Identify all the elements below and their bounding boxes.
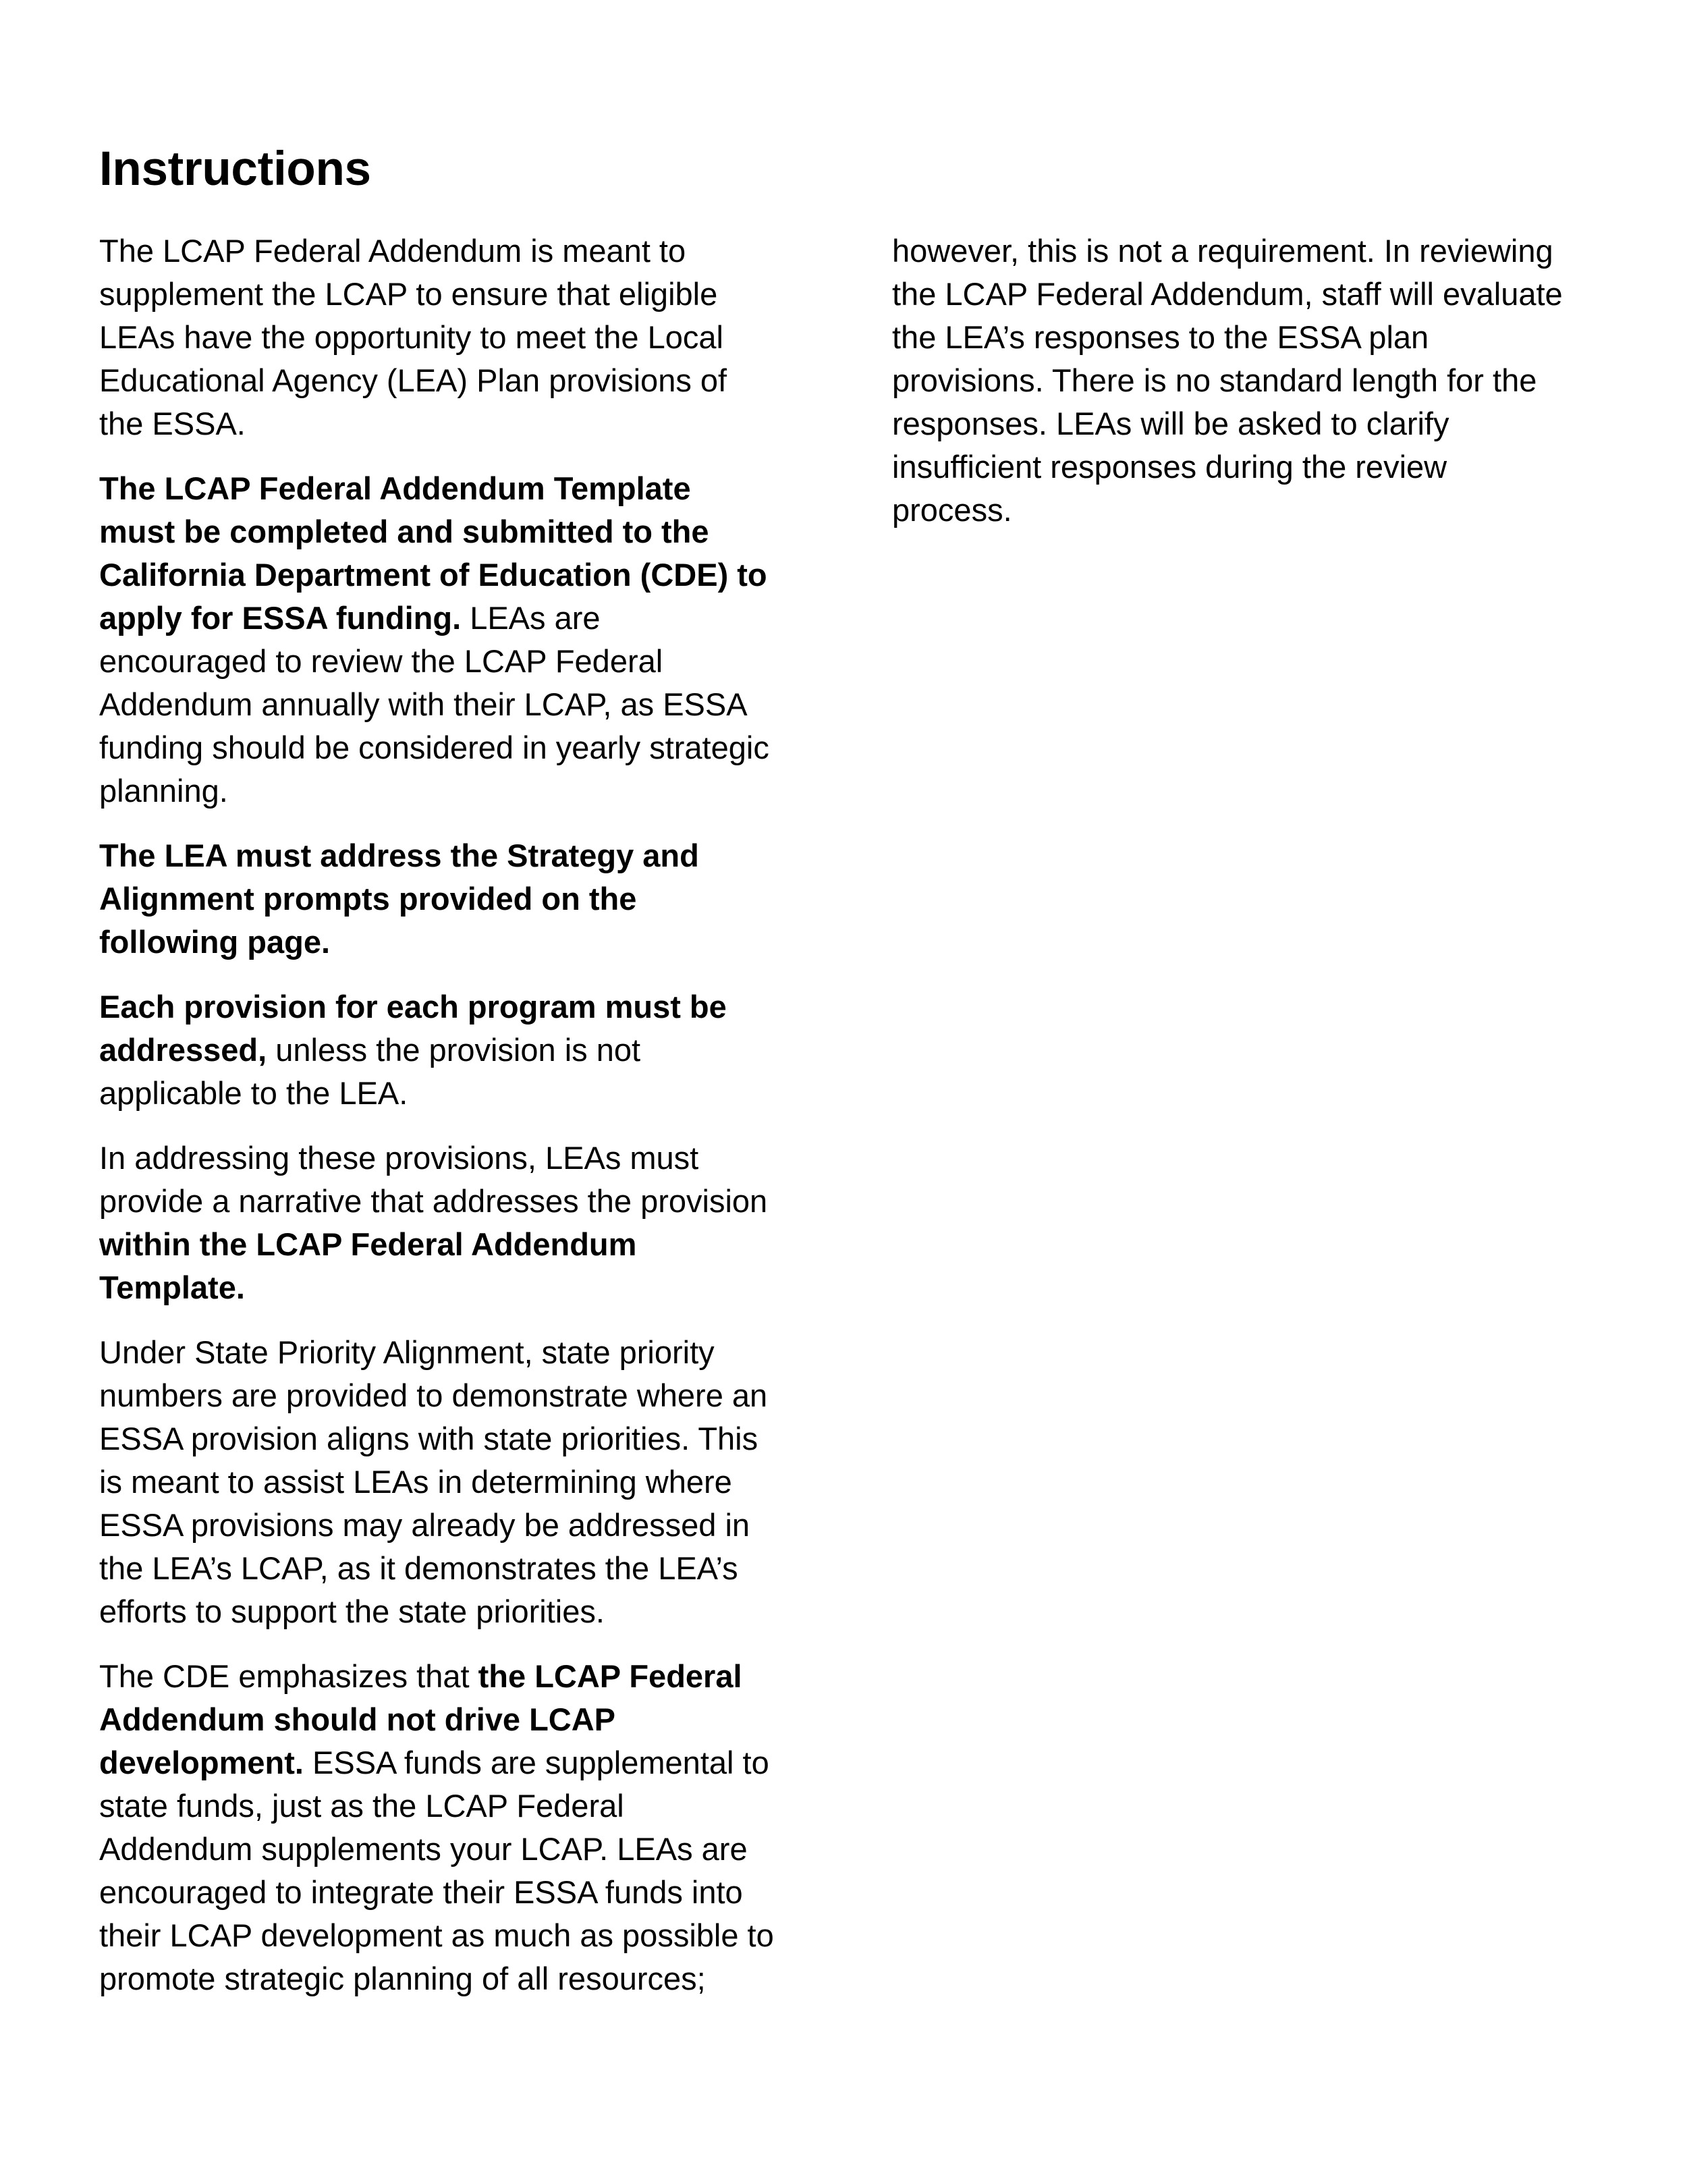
paragraph-submission-bold: The LCAP Federal Addendum Template must be completed and submitted to the California Department of Education (CDE) to apply for ESSA funding.: [99, 470, 767, 636]
paragraph-narrative: [99, 1137, 774, 1309]
left-column: [99, 229, 774, 2022]
paragraph-review-text: however, this is not a requirement. In reviewing the LCAP Federal Addendum, staff will evaluate the LEA’s responses to the ESSA plan provisions. There is no standard length for the responses. LEAs will be asked to clarify insufficient responses during the review process.: [892, 233, 1563, 528]
paragraph-submission-text: LEAs are encouraged to review the LCAP Federal Addendum annually with their LCAP, as ESSA funding should be considered in yearly strategic planning.: [99, 600, 769, 809]
page-title: Instructions: [99, 142, 371, 196]
paragraph-narrative-bold: within the LCAP Federal Addendum Template.: [99, 1226, 637, 1305]
paragraph-purpose-text: The LCAP Federal Addendum is meant to supplement the LCAP to ensure that eligible LEAs have the opportunity to meet the Local Educational Agency (LEA) Plan provisions of the ESSA.: [99, 233, 727, 441]
paragraph-provisions-text: unless the provision is not applicable to the LEA.: [99, 1032, 641, 1111]
paragraph-prompts-bold: The LEA must address the Strategy and Alignment prompts provided on the following page.: [99, 838, 699, 960]
paragraph-alignment-text: Under State Priority Alignment, state priority numbers are provided to demonstrate where an ESSA provision aligns with state priorities. This is meant to assist LEAs in determining where ESSA provisions may already be addressed in the LEA’s LCAP, as it demonstrates the LEA’s efforts to support the state priorities.: [99, 1334, 768, 1629]
paragraph-provisions: [99, 985, 774, 1115]
paragraph-emphasis-start: The CDE emphasizes that: [99, 1658, 478, 1694]
paragraph-prompts: [99, 834, 774, 964]
right-column: [892, 229, 1567, 553]
paragraph-purpose: [99, 229, 774, 445]
paragraph-narrative-text: In addressing these provisions, LEAs must provide a narrative that addresses the provision: [99, 1140, 768, 1219]
paragraph-emphasis-text: ESSA funds are supplemental to state funds, just as the LCAP Federal Addendum supplements your LCAP. LEAs are encouraged to integrate their ESSA funds into their LCAP development as much as possible to promote strategic planning of all resources;: [99, 1745, 774, 1996]
paragraph-review: [892, 229, 1567, 532]
paragraph-emphasis-bold: the LCAP Federal Addendum should not drive LCAP development.: [99, 1658, 742, 1780]
paragraph-provisions-bold: Each provision for each program must be addressed,: [99, 989, 727, 1068]
paragraph-alignment: [99, 1331, 774, 1633]
paragraph-submission: [99, 467, 774, 813]
paragraph-emphasis: [99, 1655, 774, 2000]
